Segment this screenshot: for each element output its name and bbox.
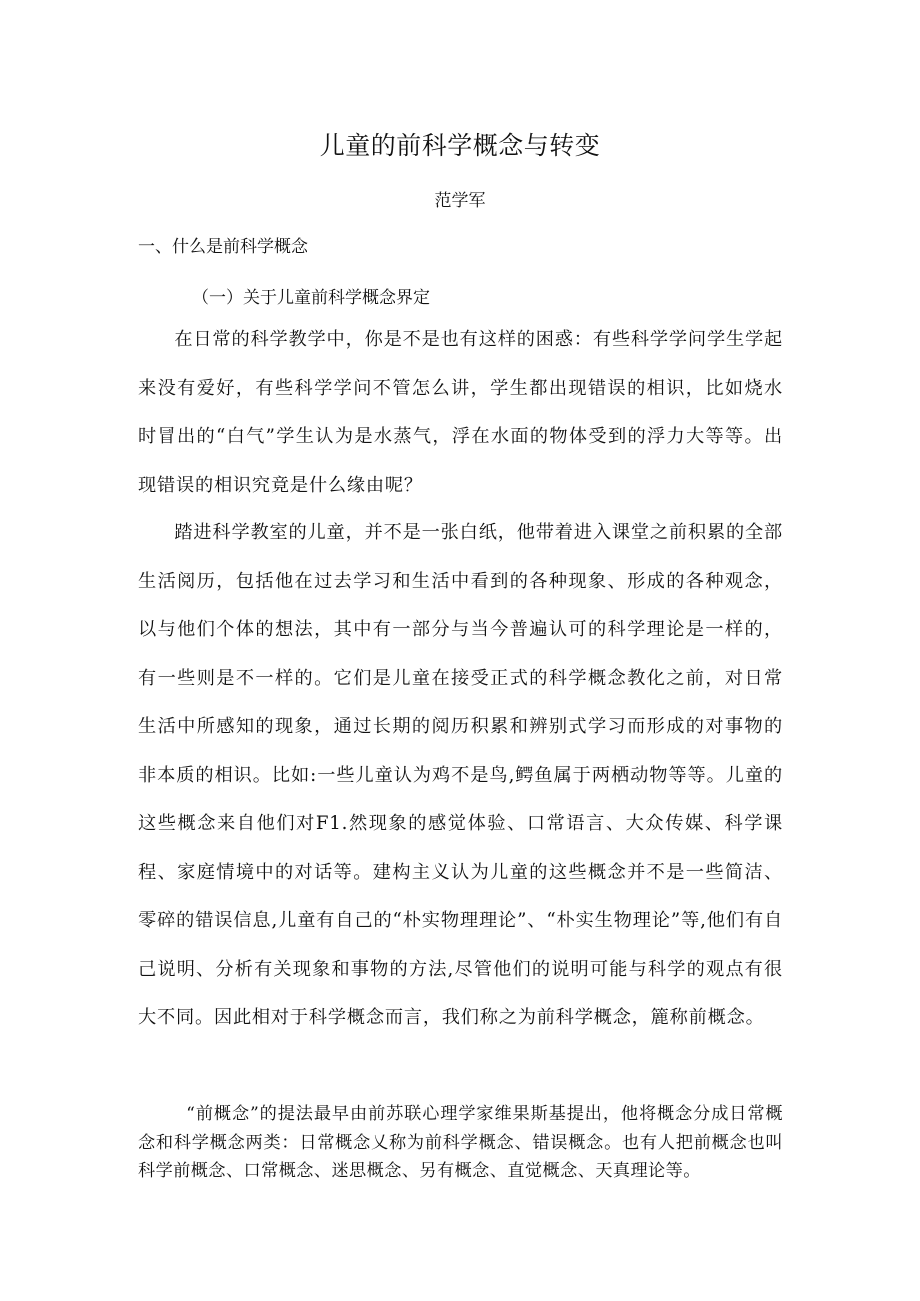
body-paragraph: 在日常的科学教学中，你是不是也有这样的困惑：有些科学学问学生学起来没有爱好，有些科学学问不管怎么讲，学生都出现错误的相识，比如烧水时冒出的“白气”学生认为是水蒸气，浮在水面的物体受到的浮力大等等。出现错误的相识究竟是什么缘由呢？ [138,329,783,496]
note-paragraph: “前概念”的提法最早由前苏联心理学家维果斯基提出，他将概念分成日常概念和科学概念两类：日常概念乂称为前科学概念、错误概念。也有人把前概念也叫科学前概念、口常概念、迷思概念、另有概念、直觉概念、天真理论等。 [138,1104,783,1181]
section-heading: 一、什么是前科学概念 [138,237,308,257]
subsection-heading: （一）关于儿童前科学概念界定 [192,288,430,308]
document-title: 儿童的前科学概念与转变 [319,131,601,160]
body-paragraph: 踏进科学教室的儿童，并不是一张白纸，他带着进入课堂之前积累的全部生活阅历，包括他在过去学习和生活中看到的各种现象、形成的各种观念，以与他们个体的想法，其中有一部分与当今普遍认可的科学理论是一样的，有一些则是不一样的。它们是儿童在接受正式的科学概念教化之前，对日常生活中所感知的现象，通过长期的阅历积累和辨别式学习而形成的对事物的非本质的相识。比如:一些儿童认为鸡不是鸟,鳄鱼属于两栖动物等等。儿童的这些概念来自他们对F1.然现象的感觉体验、口常语言、大众传媒、科学课程、家庭情境中的对话等。建构主义认为儿童的这些概念并不是一些简洁、零碎的错误信息,儿童有自己的“朴实物理理论”、“朴实生物理论”等,他们有自己说明、分析有关现象和事物的方法,尽管他们的说明可能与科学的观点有很大不同。因此相对于科学概念而言，我们称之为前科学概念，簏称前概念。 [138,522,783,1028]
author-name: 范学军 [434,191,486,211]
